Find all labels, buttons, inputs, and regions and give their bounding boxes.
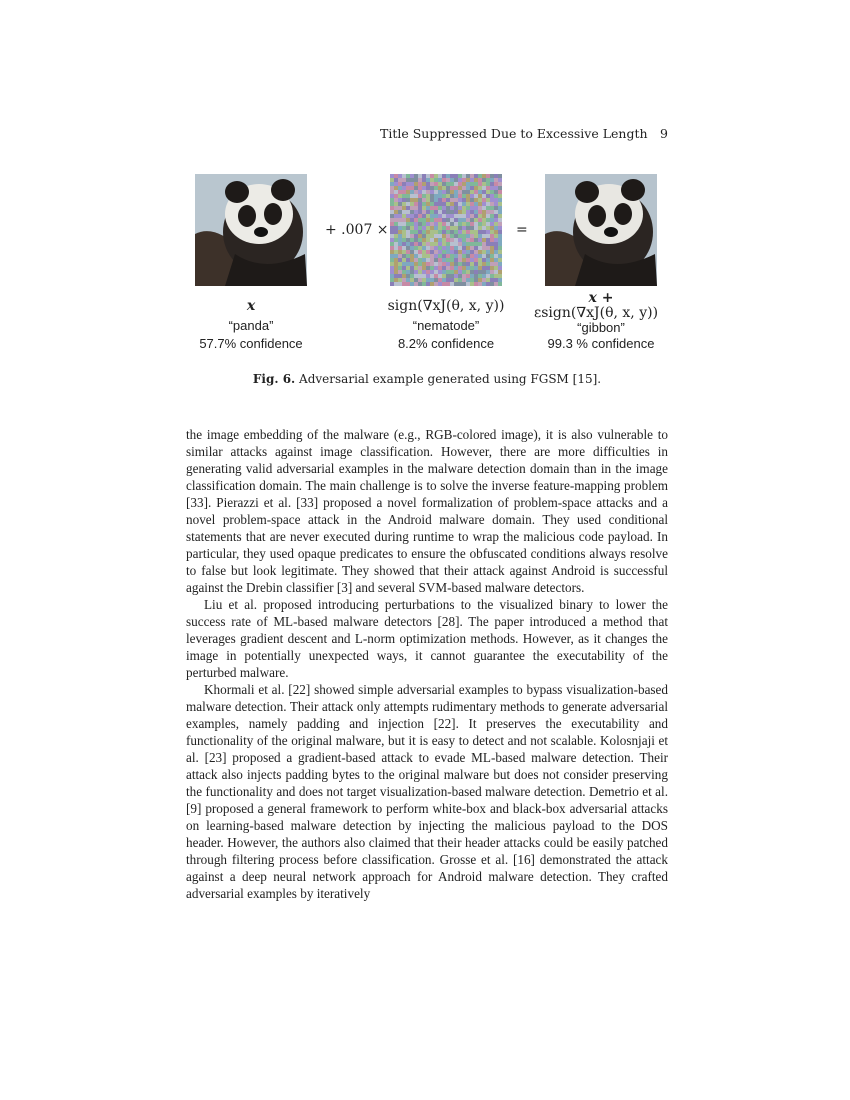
middle-math: sign(∇xJ(θ, x, y)) xyxy=(387,298,505,314)
paragraph-2: Liu et al. proposed introducing perturbations to the visualized binary to lower the success rate of ML-based malware detectors [28]. The paper introduced a method that leverages gradient descent and L-norm optimization methods. However, as it changes the image in potentially unexpected ways, it cannot guarantee the executability of the perturbed malware. xyxy=(186,597,668,680)
figure-caption-label: Fig. 6. xyxy=(252,372,296,386)
adversarial-panda-image xyxy=(545,174,657,286)
left-math: x xyxy=(246,298,256,314)
middle-label: “nematode” xyxy=(412,318,480,333)
right-label: “gibbon” xyxy=(577,320,625,335)
middle-confidence: 8.2% confidence xyxy=(397,336,495,351)
right-math-line1: x + xyxy=(588,290,614,306)
paragraph-1: the image embedding of the malware (e.g., RGB-colored image), it is also vulnerable to similar attacks against image classification. However, there are more difficulties in generating valid adversarial examples in the malware detection domain than in the image classification domain. The main challenge is to solve the inverse feature-mapping problem [33]. Pierazzi et al. [33] proposed a novel formalization of problem-space attacks and a novel problem-space attack in the Android malware domain. They used conditional statements that are never executed during runtime to wrap the malicious code payload. In particular, they used opaque predicates to ensure the obfuscated conditions always resolve to false but look legitimate. They showed that their attack against Android is successful against the Drebin classifier [3] and several SVM-based malware detectors. xyxy=(186,427,668,595)
right-math-line2: εsign(∇xJ(θ, x, y)) xyxy=(533,305,659,321)
figure-6 xyxy=(186,172,668,362)
right-confidence: 99.3 % confidence xyxy=(547,336,655,351)
panda-image xyxy=(195,174,307,286)
plus-operator: + .007 × xyxy=(325,222,389,238)
running-header xyxy=(380,126,668,141)
body-text xyxy=(186,426,668,902)
figure-caption-text: Adversarial example generated using FGSM [15]. xyxy=(295,372,602,386)
left-label: “panda” xyxy=(228,318,274,333)
equals-operator: = xyxy=(516,222,528,238)
paragraph-3: Khormali et al. [22] showed simple adversarial examples to bypass visualization-based malware detection. Their attack only attempts rudimentary methods to generate adversarial examples, namely padding and injection [22]. It preserves the executability and functionality of the original malware, but it is easy to detect and not scalable. Kolosnjaji et al. [23] proposed a gradient-based attack to evade ML-based malware detection. Their attack also injects padding bytes to the original malware but does not consider preserving the functionality and does not target visualization-based malware detection. Demetrio et al. [9] proposed a general framework to perform white-box and black-box adversarial attacks on learning-based malware detection by injecting the malicious payload to the DOS header. However, the authors also claimed that their header attacks could be easily patched through filtering process before classification. Grosse et al. [16] demonstrated the attack against a deep neural network approach for Android malware detection. They crafted adversarial examples by iteratively xyxy=(186,682,668,901)
running-title: Title Suppressed Due to Excessive Length xyxy=(380,126,648,141)
noise-perturbation-image xyxy=(390,174,502,286)
page-number: 9 xyxy=(660,126,668,141)
left-confidence: 57.7% confidence xyxy=(199,336,303,351)
figure-caption xyxy=(186,372,668,386)
